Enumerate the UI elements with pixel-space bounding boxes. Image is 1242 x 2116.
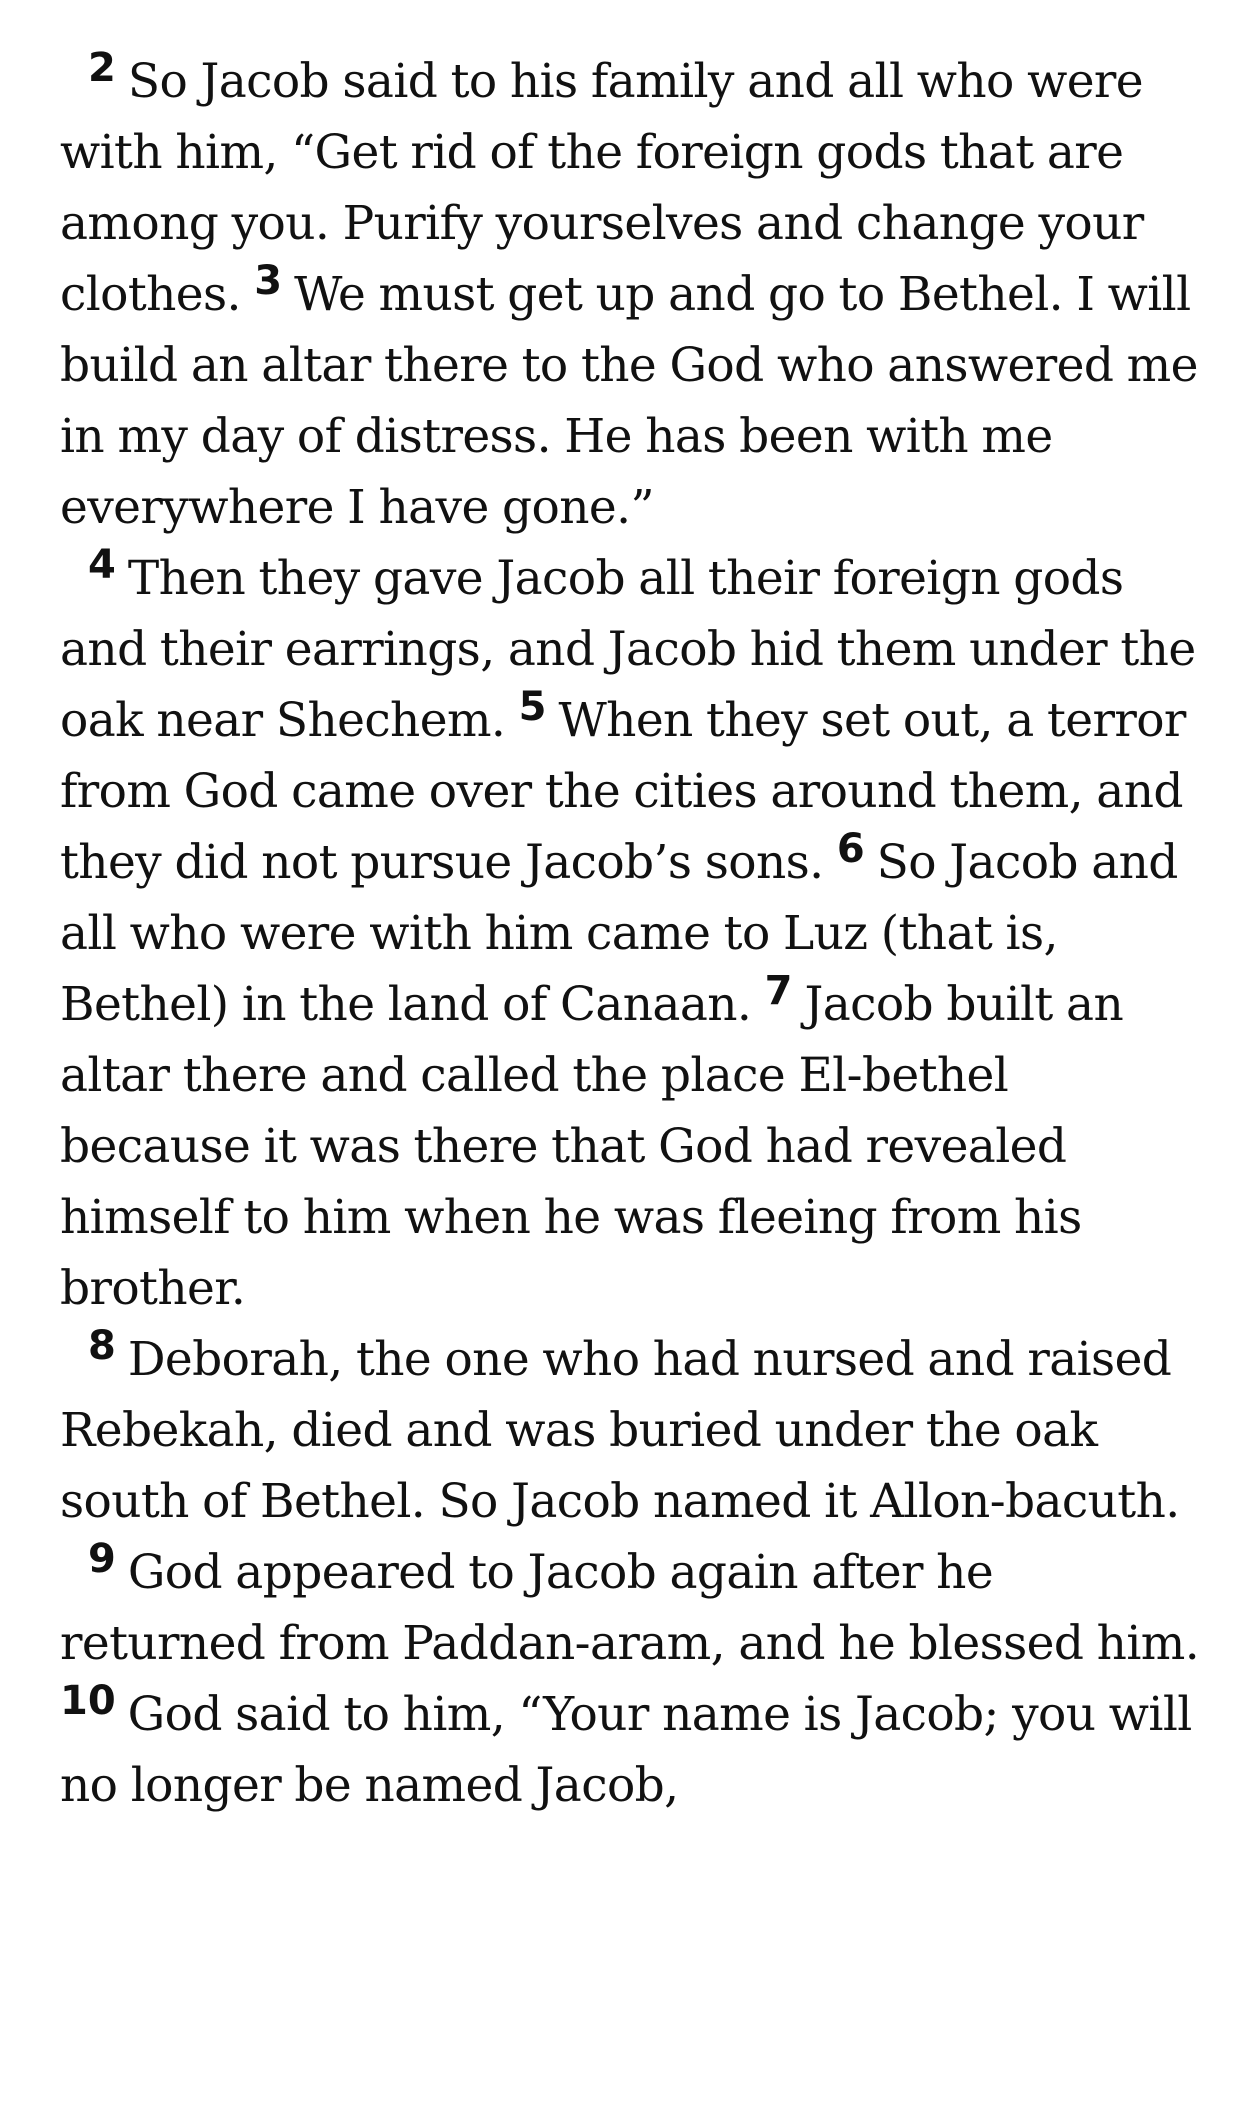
- verse-text: So Jacob and all who were with him came to Luz (that is, Bethel) in the land of Canaan.: [60, 835, 1178, 1032]
- verse-number: 2: [88, 45, 116, 91]
- verse-number: 6: [836, 826, 865, 872]
- verse-text: Then they gave Jacob all their foreign gods and their earrings, and Jacob hid them under the oak near Shechem.: [60, 551, 1196, 748]
- verse-text: When they set out, a terror from God came over the cities around them, and they did not pursue Jacob’s sons.: [60, 693, 1186, 890]
- verse-number: 3: [254, 258, 283, 304]
- paragraph: [60, 1537, 1202, 1821]
- verse-text: Jacob built an altar there and called the place El-bethel because it was there that God had revealed himself to him when he was fleeing from his brother.: [60, 977, 1124, 1316]
- paragraph: [60, 46, 1202, 543]
- verse-text: Deborah, the one who had nursed and raised Rebekah, died and was buried under the oak south of Bethel. So Jacob named it Allon-bacuth.: [60, 1332, 1180, 1529]
- verse-number: 9: [88, 1536, 116, 1582]
- verse-text: God said to him, “Your name is Jacob; you will no longer be named Jacob,: [60, 1687, 1192, 1813]
- verse-text: God appeared to Jacob again after he returned from Paddan-aram, and he blessed him.: [60, 1545, 1200, 1671]
- verse-number: 5: [518, 684, 547, 730]
- verse-number: 8: [88, 1323, 116, 1369]
- verse-number: 7: [764, 968, 793, 1014]
- verse-text: We must get up and go to Bethel. I will build an altar there to the God who answered me in my day of distress. He has been with me everywhere I have gone.”: [60, 267, 1198, 535]
- verse-text: So Jacob said to his family and all who were with him, “Get rid of the foreign gods that are among you. Purify yourselves and change your clothes.: [60, 54, 1144, 322]
- paragraph: [60, 1324, 1202, 1537]
- paragraph: [60, 543, 1202, 1324]
- verse-number: 4: [88, 542, 116, 588]
- verse-number: 10: [60, 1678, 116, 1724]
